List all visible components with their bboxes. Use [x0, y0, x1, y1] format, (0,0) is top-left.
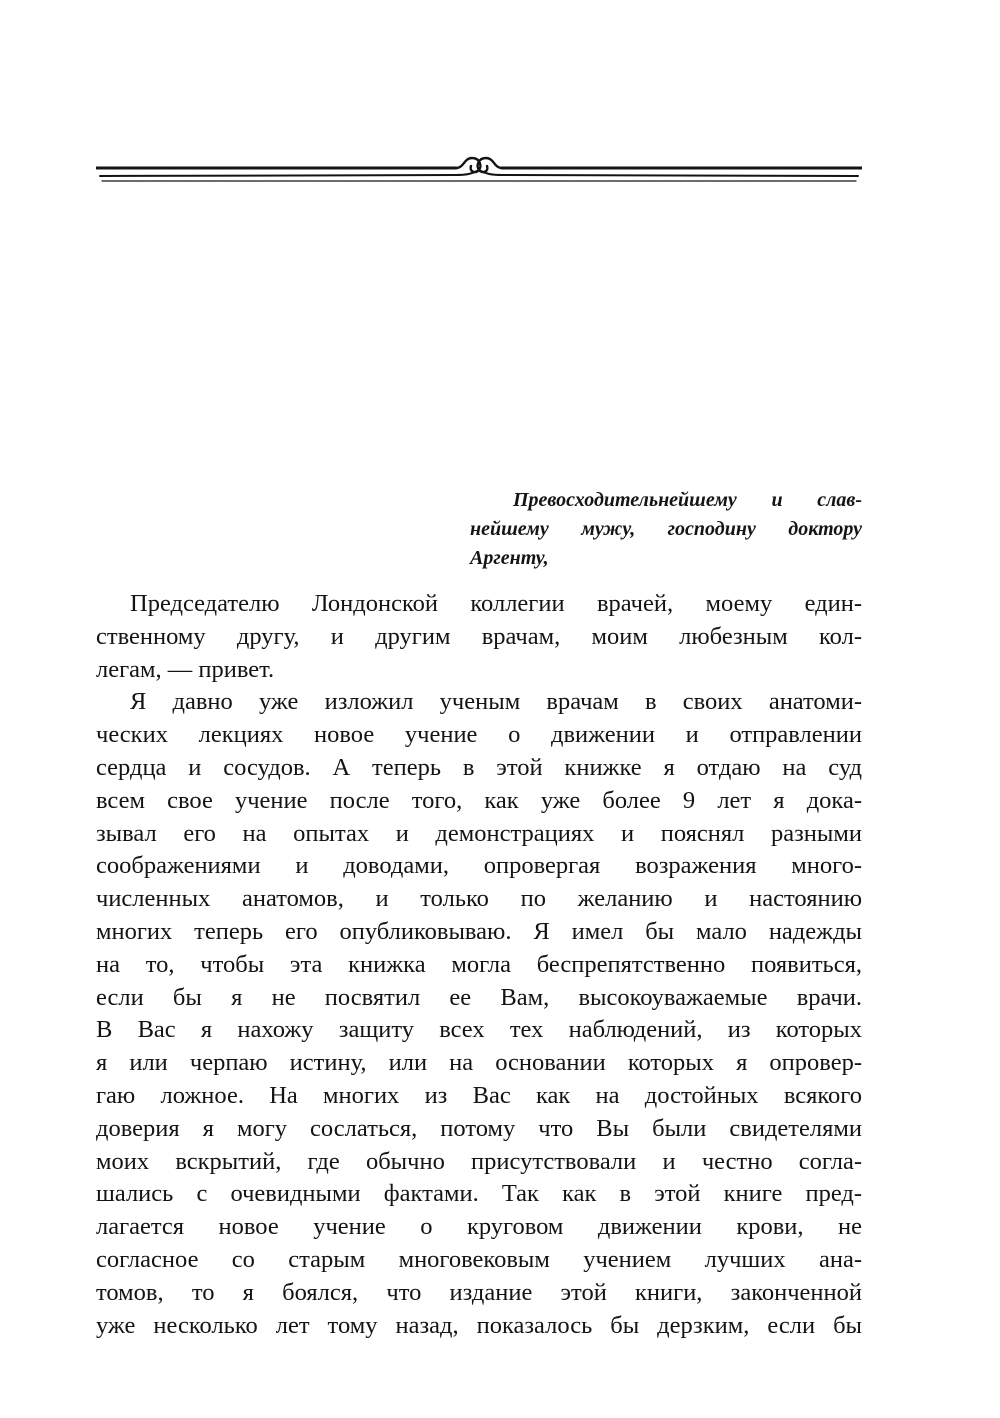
text-line: всем свое учение после того, как уже более 9 лет я дока- — [96, 786, 862, 814]
text-line: ческих лекциях новое учение о движении и отправлении — [96, 721, 862, 749]
text-line: гаю ложное. На многих из Вас как на достойных всякого — [96, 1081, 862, 1109]
text-line: я или черпаю истину, или на основании которых я опровер- — [96, 1049, 862, 1077]
text-line: сердца и сосудов. А теперь в этой книжке я отдаю на суд — [96, 753, 862, 781]
text-line: на то, чтобы эта книжка могла беспрепятственно появиться, — [96, 950, 862, 978]
text-line: томов, то я боялся, что издание этой книги, законченной — [96, 1278, 862, 1306]
text-line: доверия я могу сослаться, потому что Вы были свидетелями — [96, 1114, 862, 1142]
dedication — [470, 486, 862, 573]
text-line: моих вскрытий, где обычно присутствовали и честно согла- — [96, 1147, 862, 1175]
text-line: согласное со старым многовековым учением лучших ана- — [96, 1245, 862, 1273]
text-line: шались с очевидными фактами. Так как в этой книге пред- — [96, 1180, 862, 1208]
text-line: Председателю Лондонской коллегии врачей, моему един- — [130, 590, 862, 617]
text-line: уже несколько лет тому назад, показалось бы дерзким, если бы — [96, 1311, 862, 1339]
text-line: соображениями и доводами, опровергая возражения много- — [96, 852, 862, 880]
text-line: если бы я не посвятил ее Вам, высокоуважаемые врачи. — [96, 983, 862, 1011]
text-line: В Вас я нахожу защиту всех тех наблюдений, из которых — [96, 1016, 862, 1044]
text-line: численных анатомов, и только по желанию и настоянию — [96, 885, 862, 913]
text-line: Я давно уже изложил ученым врачам в своих анатоми- — [130, 688, 862, 716]
dedication-line: Аргенту, — [470, 547, 549, 569]
text-line: ственному другу, и другим врачам, моим любезным кол- — [96, 622, 862, 650]
text-line: легам, — привет. — [96, 655, 275, 683]
text-line: многих теперь его опубликовываю. Я имел бы мало надежды — [96, 917, 862, 945]
dedication-line: Превосходительнейшему и слав- — [513, 489, 862, 511]
letter-body — [96, 588, 862, 1342]
paragraph-main — [96, 686, 862, 1342]
dedication-line: нейшему мужу, господину доктору — [470, 518, 862, 540]
text-line: зывал его на опытах и демонстрациях и пояснял разными — [96, 819, 862, 847]
paragraph-greeting — [96, 588, 862, 686]
text-line: лагается новое учение о круговом движении крови, не — [96, 1213, 862, 1241]
ornament-divider — [96, 148, 862, 188]
